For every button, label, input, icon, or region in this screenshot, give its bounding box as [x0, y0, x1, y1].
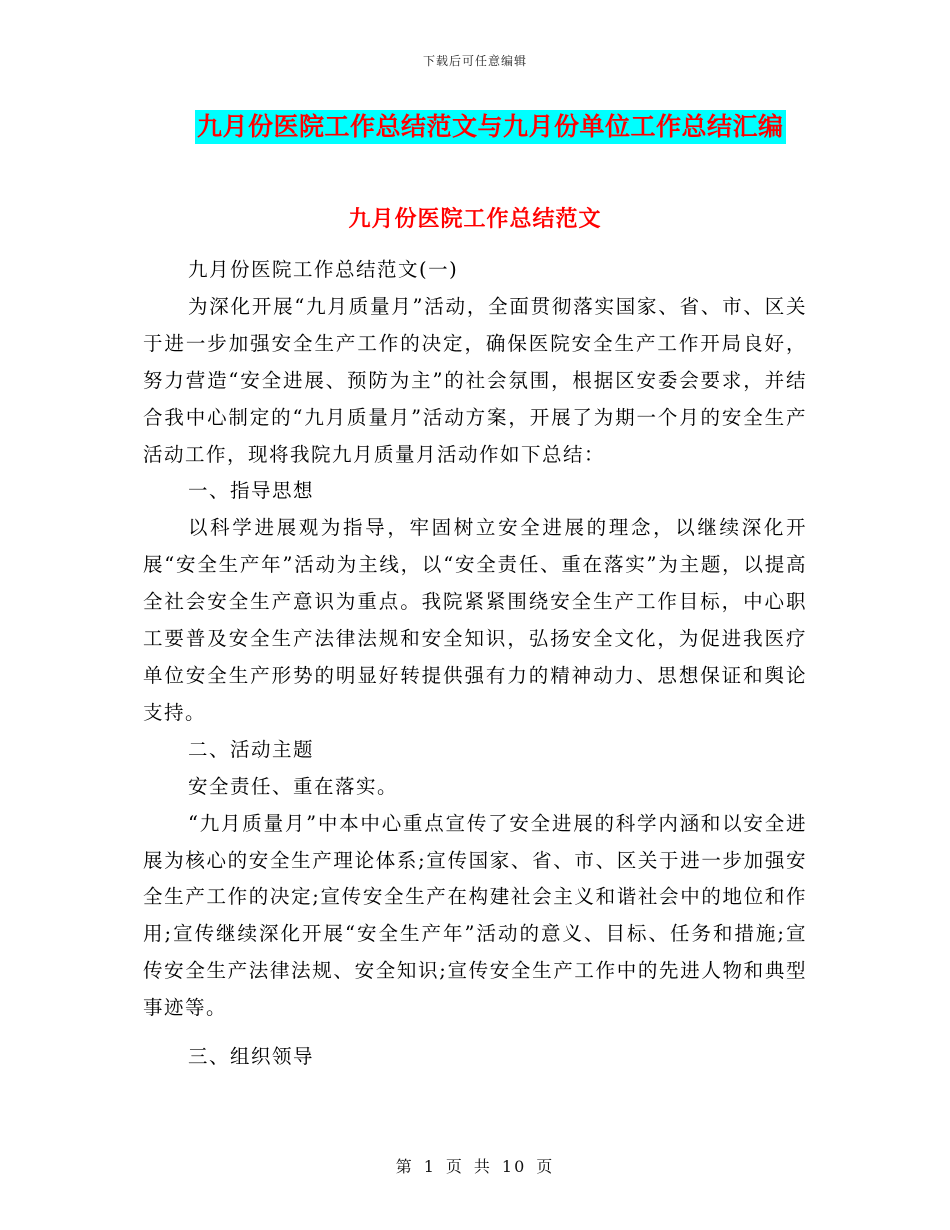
- main-title-highlight: [195, 110, 786, 144]
- page-number: 1: [423, 1157, 436, 1176]
- page-label-suffix: 页: [536, 1157, 555, 1176]
- paragraph: 以科学进展观为指导，牢固树立安全进展的理念，以继续深化开展“安全生产年”活动为主线，以“安全责任、重在落实”为主题，以提高全社会安全生产意识为重点。我院紧紧围绕安全生产工作目标，中心职工要普及安全生产法律法规和安全知识，弘扬安全文化，为促进我医疗单位安全生产形势的明显好转提供强有力的精神动力、思想保证和舆论支持。: [143, 516, 807, 724]
- page-label-prefix: 第: [395, 1157, 414, 1176]
- paragraph: “九月质量月”中本中心重点宣传了安全进展的科学内涵和以安全进展为核心的安全生产理论体系;宣传国家、省、市、区关于进一步加强安全生产工作的决定;宣传安全生产在构建社会主义和谐社会中的地位和作用;宣传继续深化开展“安全生产年”活动的意义、目标、任务和措施;宣传安全生产法律法规、安全知识;宣传安全生产工作中的先进人物和典型事迹等。: [143, 811, 807, 1020]
- total-label: 共: [473, 1157, 492, 1176]
- paragraph: 安全责任、重在落实。: [188, 774, 399, 798]
- section-heading-activity-theme: 二、活动主题: [188, 737, 315, 761]
- section-heading-guiding-ideology: 一、指导思想: [188, 479, 315, 503]
- section-title: 九月份医院工作总结范文: [348, 207, 602, 232]
- main-title: 九月份医院工作总结范文与九月份单位工作总结汇编: [197, 112, 784, 141]
- section-heading-organization: 三、组织领导: [188, 1045, 315, 1069]
- paragraph: 为深化开展“九月质量月”活动，全面贯彻落实国家、省、市、区关于进一步加强安全生产工作的决定，确保医院安全生产工作开局良好，努力营造“安全进展、预防为主”的社会氛围，根据区安委会要求，并结合我中心制定的“九月质量月”活动方案，开展了为期一个月的安全生产活动工作，现将我院九月质量月活动作如下总结：: [143, 294, 807, 466]
- total-pages: 10: [501, 1157, 527, 1176]
- document-body: [143, 222, 807, 1076]
- header-note: 下载后可任意编辑: [422, 54, 527, 68]
- page-footer: [0, 1154, 950, 1177]
- page-label-mid: 页: [445, 1157, 464, 1176]
- paragraph-intro-heading: 九月份医院工作总结范文(一): [188, 258, 459, 281]
